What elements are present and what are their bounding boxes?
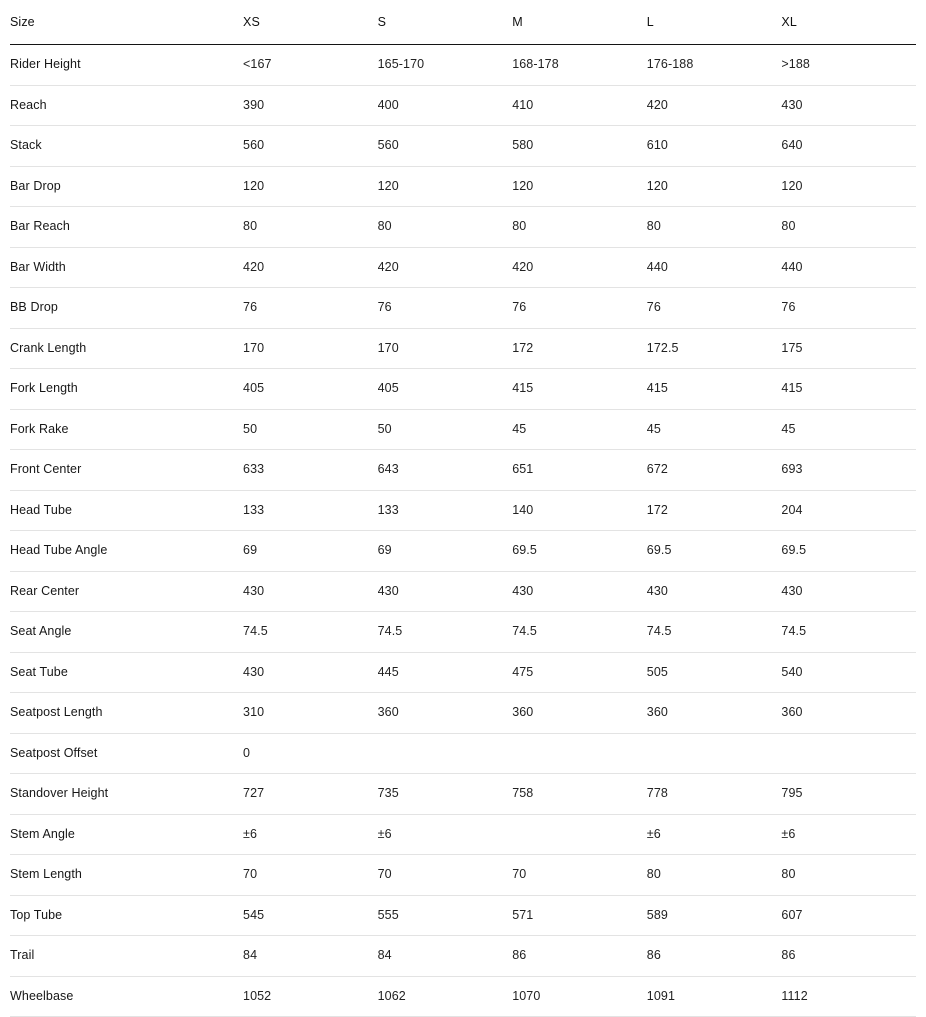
geometry-table bbox=[10, 0, 916, 1017]
row-value: 69 bbox=[243, 531, 378, 572]
row-value: 172.5 bbox=[647, 328, 782, 369]
row-value: 204 bbox=[781, 490, 916, 531]
row-value: 727 bbox=[243, 774, 378, 815]
table-row bbox=[10, 814, 916, 855]
row-value: 360 bbox=[647, 693, 782, 734]
row-value: 133 bbox=[378, 490, 513, 531]
row-value: 778 bbox=[647, 774, 782, 815]
row-label: Stem Length bbox=[10, 855, 243, 896]
row-value: 643 bbox=[378, 450, 513, 491]
row-value: 410 bbox=[512, 85, 647, 126]
row-value: 69.5 bbox=[647, 531, 782, 572]
row-label: Rider Height bbox=[10, 45, 243, 86]
table-row bbox=[10, 126, 916, 167]
row-value: 80 bbox=[647, 855, 782, 896]
row-label: Front Center bbox=[10, 450, 243, 491]
table-row bbox=[10, 409, 916, 450]
row-value: 69.5 bbox=[512, 531, 647, 572]
row-value: 430 bbox=[243, 652, 378, 693]
table-row bbox=[10, 855, 916, 896]
row-value bbox=[512, 733, 647, 774]
row-value: 390 bbox=[243, 85, 378, 126]
row-value bbox=[647, 733, 782, 774]
row-value: 120 bbox=[243, 166, 378, 207]
row-label: Bar Drop bbox=[10, 166, 243, 207]
row-label: Stack bbox=[10, 126, 243, 167]
row-label: Head Tube bbox=[10, 490, 243, 531]
row-value: 140 bbox=[512, 490, 647, 531]
row-value: 735 bbox=[378, 774, 513, 815]
row-value: 45 bbox=[781, 409, 916, 450]
row-value: 70 bbox=[512, 855, 647, 896]
row-value: 0 bbox=[243, 733, 378, 774]
row-value: ±6 bbox=[647, 814, 782, 855]
row-value: 120 bbox=[512, 166, 647, 207]
row-value: 672 bbox=[647, 450, 782, 491]
row-value: 170 bbox=[378, 328, 513, 369]
row-value: 415 bbox=[512, 369, 647, 410]
row-label: Bar Reach bbox=[10, 207, 243, 248]
row-value: 84 bbox=[243, 936, 378, 977]
row-value: 168-178 bbox=[512, 45, 647, 86]
table-row bbox=[10, 247, 916, 288]
row-value: 170 bbox=[243, 328, 378, 369]
table-row bbox=[10, 571, 916, 612]
table-row bbox=[10, 895, 916, 936]
row-value: 607 bbox=[781, 895, 916, 936]
row-value: 420 bbox=[647, 85, 782, 126]
table-row bbox=[10, 652, 916, 693]
row-value: 560 bbox=[378, 126, 513, 167]
row-value: 360 bbox=[512, 693, 647, 734]
row-value: 80 bbox=[378, 207, 513, 248]
row-value: 133 bbox=[243, 490, 378, 531]
row-value bbox=[512, 814, 647, 855]
row-value: 758 bbox=[512, 774, 647, 815]
row-value: 560 bbox=[243, 126, 378, 167]
row-value: 80 bbox=[512, 207, 647, 248]
row-value: 545 bbox=[243, 895, 378, 936]
row-value: 440 bbox=[781, 247, 916, 288]
table-row bbox=[10, 531, 916, 572]
row-value: 633 bbox=[243, 450, 378, 491]
table-row bbox=[10, 976, 916, 1017]
row-label: Wheelbase bbox=[10, 976, 243, 1017]
row-value: ±6 bbox=[781, 814, 916, 855]
table-row bbox=[10, 288, 916, 329]
row-value: 430 bbox=[647, 571, 782, 612]
row-value: 74.5 bbox=[781, 612, 916, 653]
table-row bbox=[10, 369, 916, 410]
row-value: 1091 bbox=[647, 976, 782, 1017]
column-header-size: Size bbox=[10, 0, 243, 45]
row-value: 795 bbox=[781, 774, 916, 815]
row-value: 76 bbox=[781, 288, 916, 329]
row-value: 693 bbox=[781, 450, 916, 491]
table-row bbox=[10, 733, 916, 774]
row-value: 360 bbox=[781, 693, 916, 734]
row-value: 440 bbox=[647, 247, 782, 288]
row-value: 580 bbox=[512, 126, 647, 167]
row-value: 76 bbox=[647, 288, 782, 329]
row-value: 74.5 bbox=[512, 612, 647, 653]
row-value: 505 bbox=[647, 652, 782, 693]
row-value: 555 bbox=[378, 895, 513, 936]
row-label: Crank Length bbox=[10, 328, 243, 369]
row-value: 430 bbox=[378, 571, 513, 612]
row-value bbox=[378, 733, 513, 774]
row-value: 430 bbox=[512, 571, 647, 612]
row-value: 430 bbox=[243, 571, 378, 612]
row-label: Standover Height bbox=[10, 774, 243, 815]
row-value: 80 bbox=[781, 207, 916, 248]
table-row bbox=[10, 166, 916, 207]
row-value: 172 bbox=[647, 490, 782, 531]
row-label: Stem Angle bbox=[10, 814, 243, 855]
row-value: ±6 bbox=[378, 814, 513, 855]
row-value: 430 bbox=[781, 85, 916, 126]
row-value: 430 bbox=[781, 571, 916, 612]
row-value: 50 bbox=[243, 409, 378, 450]
row-value: 76 bbox=[378, 288, 513, 329]
row-value: 610 bbox=[647, 126, 782, 167]
row-value: 74.5 bbox=[378, 612, 513, 653]
row-label: Bar Width bbox=[10, 247, 243, 288]
row-value bbox=[781, 733, 916, 774]
row-value: 651 bbox=[512, 450, 647, 491]
row-label: Reach bbox=[10, 85, 243, 126]
row-value: 86 bbox=[781, 936, 916, 977]
row-value: >188 bbox=[781, 45, 916, 86]
row-label: Head Tube Angle bbox=[10, 531, 243, 572]
row-value: 80 bbox=[781, 855, 916, 896]
table-row bbox=[10, 936, 916, 977]
row-value: 84 bbox=[378, 936, 513, 977]
row-value: 400 bbox=[378, 85, 513, 126]
row-value: 1112 bbox=[781, 976, 916, 1017]
row-value: 589 bbox=[647, 895, 782, 936]
table-row bbox=[10, 85, 916, 126]
row-value: 76 bbox=[512, 288, 647, 329]
row-label: Seat Angle bbox=[10, 612, 243, 653]
row-value: 540 bbox=[781, 652, 916, 693]
row-value: 120 bbox=[781, 166, 916, 207]
row-value: 475 bbox=[512, 652, 647, 693]
row-value: 420 bbox=[243, 247, 378, 288]
row-value: 1062 bbox=[378, 976, 513, 1017]
table-row bbox=[10, 693, 916, 734]
row-label: Seat Tube bbox=[10, 652, 243, 693]
row-label: Top Tube bbox=[10, 895, 243, 936]
row-value: 420 bbox=[512, 247, 647, 288]
row-value: 69.5 bbox=[781, 531, 916, 572]
row-value: 445 bbox=[378, 652, 513, 693]
row-value: 405 bbox=[378, 369, 513, 410]
column-header-xs: XS bbox=[243, 0, 378, 45]
row-value: ±6 bbox=[243, 814, 378, 855]
row-value: <167 bbox=[243, 45, 378, 86]
row-label: Seatpost Length bbox=[10, 693, 243, 734]
row-value: 176-188 bbox=[647, 45, 782, 86]
row-label: Rear Center bbox=[10, 571, 243, 612]
row-value: 120 bbox=[378, 166, 513, 207]
table-row bbox=[10, 45, 916, 86]
row-value: 640 bbox=[781, 126, 916, 167]
row-value: 50 bbox=[378, 409, 513, 450]
row-value: 1052 bbox=[243, 976, 378, 1017]
row-value: 86 bbox=[647, 936, 782, 977]
row-value: 69 bbox=[378, 531, 513, 572]
row-value: 86 bbox=[512, 936, 647, 977]
row-value: 80 bbox=[647, 207, 782, 248]
table-row bbox=[10, 328, 916, 369]
row-value: 1070 bbox=[512, 976, 647, 1017]
row-value: 175 bbox=[781, 328, 916, 369]
row-value: 420 bbox=[378, 247, 513, 288]
row-value: 70 bbox=[378, 855, 513, 896]
table-row bbox=[10, 612, 916, 653]
row-value: 80 bbox=[243, 207, 378, 248]
table-header-row bbox=[10, 0, 916, 45]
table-row bbox=[10, 774, 916, 815]
row-label: Trail bbox=[10, 936, 243, 977]
row-value: 120 bbox=[647, 166, 782, 207]
row-value: 74.5 bbox=[647, 612, 782, 653]
row-label: Seatpost Offset bbox=[10, 733, 243, 774]
row-value: 415 bbox=[647, 369, 782, 410]
row-value: 360 bbox=[378, 693, 513, 734]
table-header bbox=[10, 0, 916, 45]
column-header-l: L bbox=[647, 0, 782, 45]
row-value: 45 bbox=[647, 409, 782, 450]
row-value: 172 bbox=[512, 328, 647, 369]
row-value: 76 bbox=[243, 288, 378, 329]
row-label: Fork Rake bbox=[10, 409, 243, 450]
row-value: 165-170 bbox=[378, 45, 513, 86]
row-value: 45 bbox=[512, 409, 647, 450]
table-row bbox=[10, 490, 916, 531]
table-body bbox=[10, 45, 916, 1017]
row-value: 415 bbox=[781, 369, 916, 410]
row-value: 571 bbox=[512, 895, 647, 936]
row-value: 310 bbox=[243, 693, 378, 734]
column-header-s: S bbox=[378, 0, 513, 45]
row-value: 74.5 bbox=[243, 612, 378, 653]
row-label: Fork Length bbox=[10, 369, 243, 410]
column-header-m: M bbox=[512, 0, 647, 45]
column-header-xl: XL bbox=[781, 0, 916, 45]
row-label: BB Drop bbox=[10, 288, 243, 329]
table-row bbox=[10, 207, 916, 248]
table-row bbox=[10, 450, 916, 491]
row-value: 70 bbox=[243, 855, 378, 896]
row-value: 405 bbox=[243, 369, 378, 410]
